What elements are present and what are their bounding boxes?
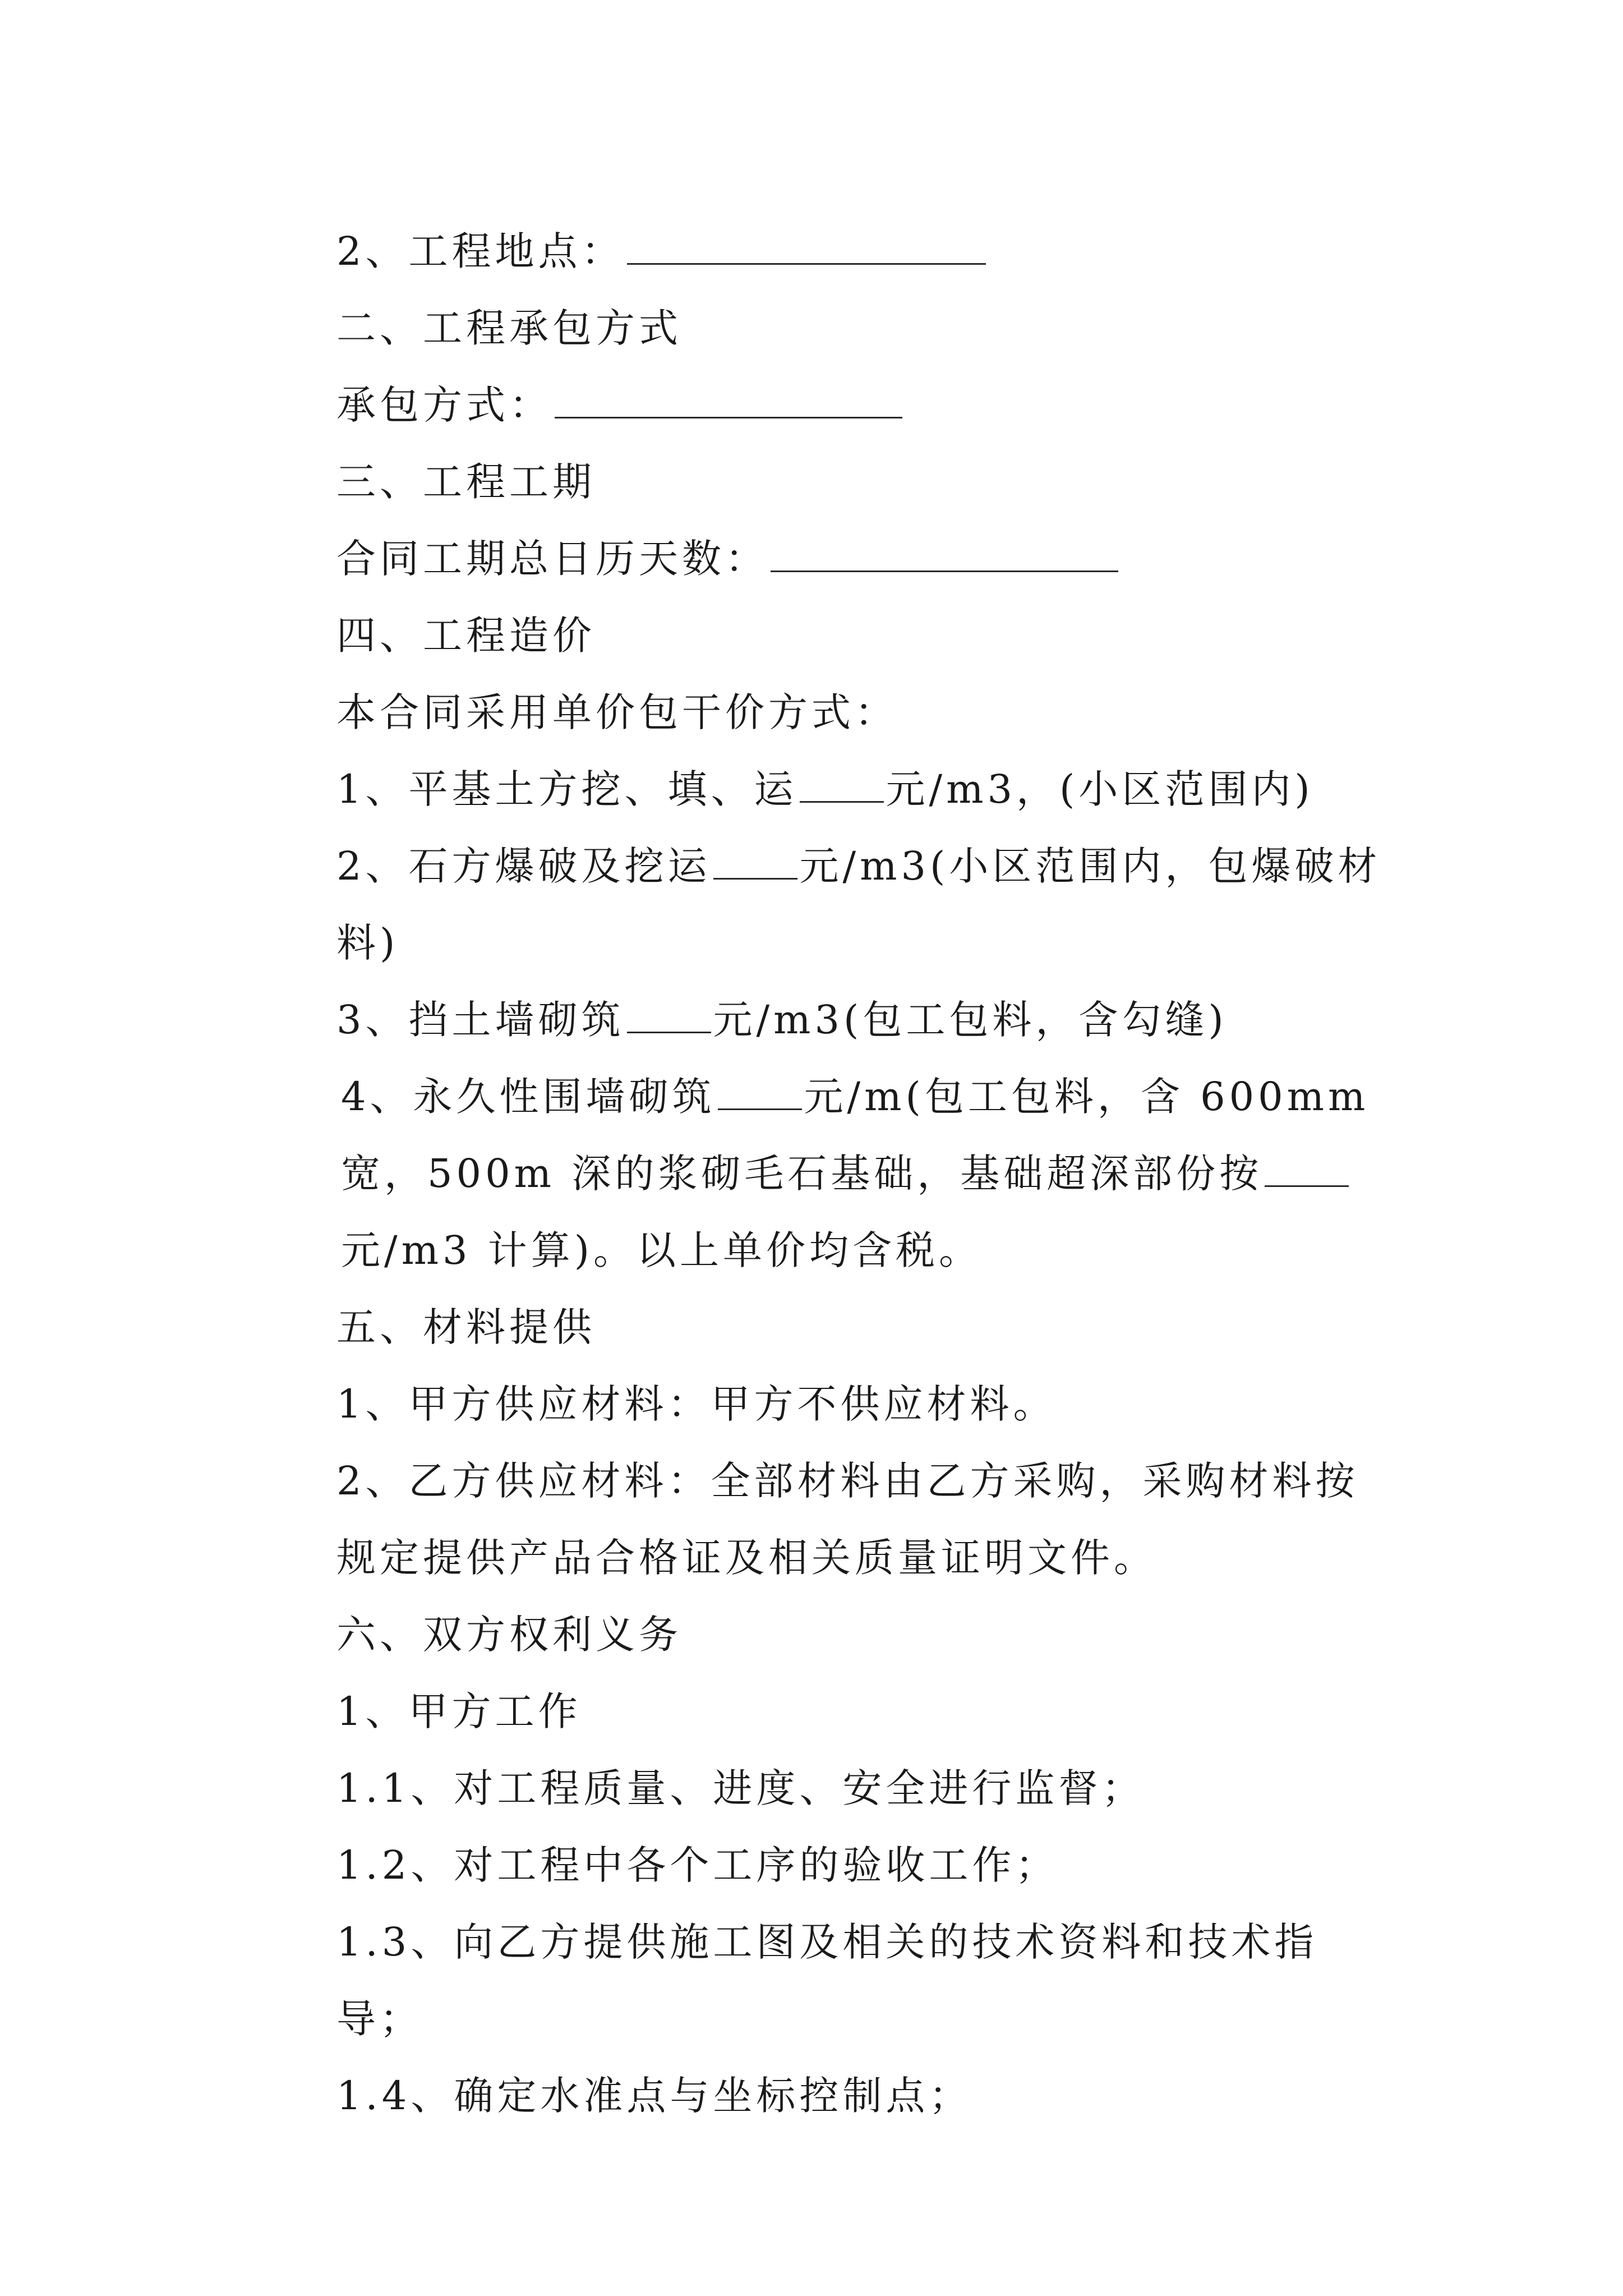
price-item-1 <box>247 751 1391 828</box>
price-item-2 <box>247 828 1391 982</box>
duration-blank[interactable] <box>771 536 1118 572</box>
price-item-1-unit: 元/m3，(小区范围内) <box>886 766 1314 812</box>
party-a-title: 1、甲方工作 <box>336 1688 582 1734</box>
location-blank[interactable] <box>627 228 986 265</box>
price-item-1-label: 1、平基土方挖、填、运 <box>336 766 797 812</box>
duty-1-2: 1.2、对工程中各个工序的验收工作； <box>336 1842 1059 1888</box>
price-item-3-label: 3、挡土墙砌筑 <box>336 997 625 1043</box>
material-2: 2、乙方供应材料：全部材料由乙方采购，采购材料按规定提供产品合格证及相关质量证明文件。 <box>336 1458 1359 1581</box>
section-3-title: 三、工程工期 <box>336 459 596 505</box>
contract-mode-line <box>247 367 1391 444</box>
section-6-title: 六、双方权利义务 <box>336 1612 682 1658</box>
price-item-4-extra-blank[interactable] <box>1265 1151 1349 1187</box>
price-item-2-blank[interactable] <box>713 843 797 880</box>
price-item-3-unit: 元/m3(包工包料，含勾缝) <box>713 997 1228 1043</box>
material-1: 1、甲方供应材料：甲方不供应材料。 <box>336 1381 1057 1427</box>
price-item-4-label: 4、永久性围墙砌筑 <box>341 1074 716 1120</box>
duration-line <box>247 521 1391 597</box>
location-label: 2、工程地点： <box>336 228 625 274</box>
section-4-title: 四、工程造价 <box>336 613 596 659</box>
contract-mode-blank[interactable] <box>555 382 902 418</box>
price-item-2-unit: 元/m3(小区范围内，包爆破材料) <box>336 843 1381 966</box>
price-item-3-blank[interactable] <box>627 997 711 1033</box>
section-2-title: 二、工程承包方式 <box>336 305 682 351</box>
location-line <box>247 213 1391 290</box>
duration-label: 合同工期总日历天数： <box>336 536 768 582</box>
price-item-1-blank[interactable] <box>800 766 884 803</box>
document-body <box>247 213 1391 2134</box>
price-item-2-label: 2、石方爆破及挖运 <box>336 843 711 889</box>
duty-1-1: 1.1、对工程质量、进度、安全进行监督； <box>336 1765 1145 1811</box>
duty-1-3: 1.3、向乙方提供施工图及相关的技术资料和技术指导； <box>336 1919 1318 2042</box>
duty-1-4: 1.4、确定水准点与坐标控制点； <box>336 2073 972 2119</box>
price-item-4-tail: 元/m3 计算)。以上单价均含税。 <box>341 1227 983 1273</box>
price-item-3 <box>247 982 1391 1059</box>
price-item-4 <box>247 1059 1391 1289</box>
pricing-intro: 本合同采用单价包干价方式： <box>336 689 898 735</box>
price-item-4-detail: 元/m(包工包料，含 600mm 宽，500m 深的浆砌毛石基础，基础超深部份按 <box>341 1074 1386 1197</box>
price-item-4-blank[interactable] <box>718 1074 802 1110</box>
section-5-title: 五、材料提供 <box>336 1304 596 1350</box>
contract-mode-label: 承包方式： <box>336 382 552 428</box>
